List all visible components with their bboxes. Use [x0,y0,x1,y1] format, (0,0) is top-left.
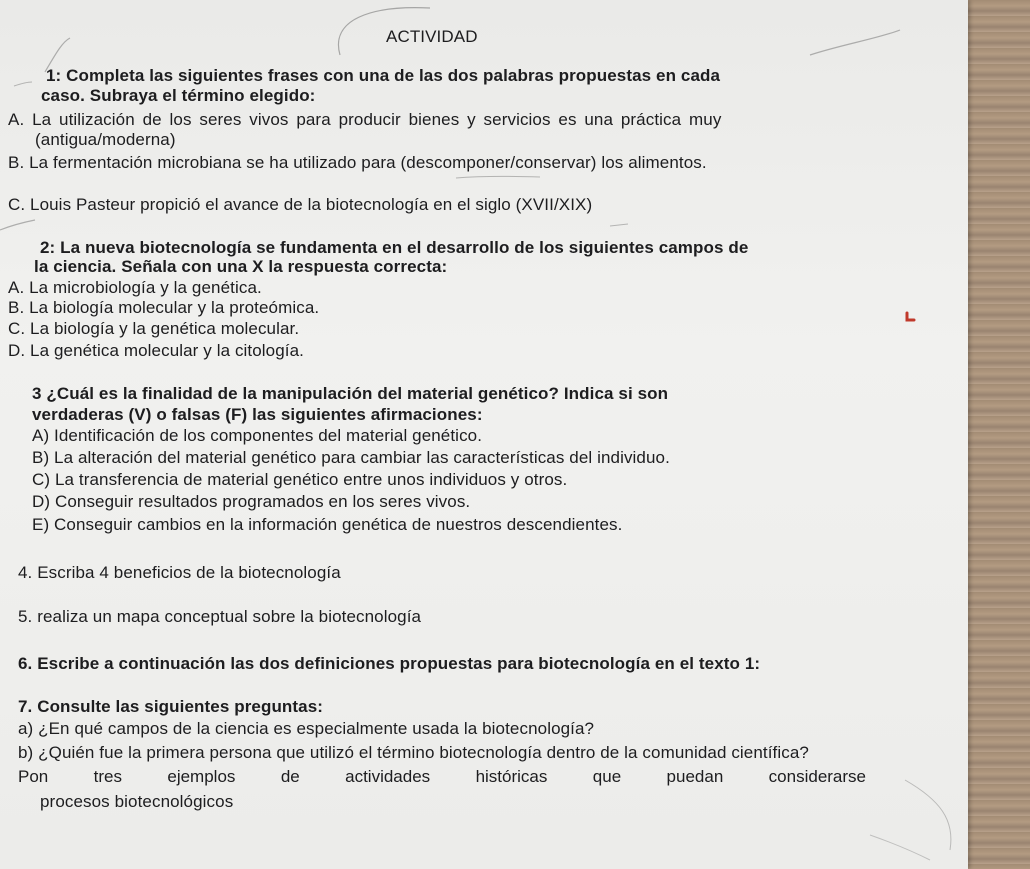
q7-word: puedan [666,767,724,786]
q7-heading: 7. Consulte las siguientes preguntas: [18,697,324,716]
q7-word: actividades [345,767,431,786]
q3-heading-line1: 3 ¿Cuál es la finalidad de la manipulación del material genético? Indica si son [32,384,669,403]
q7-word: ejemplos [167,767,236,786]
q7-word: considerarse [768,767,866,786]
q2-option-d: D. La genética molecular y la citología. [8,341,304,360]
q3-option-d: D) Conseguir resultados programados en los seres vivos. [32,492,471,511]
q1-heading-line1: 1: Completa las siguientes frases con una de las dos palabras propuestas en cada [46,66,721,85]
q7-item-a: a) ¿En qué campos de la ciencia es especialmente usada la biotecnología? [18,719,595,738]
q1-item-b: B. La fermentación microbiana se ha utilizado para (descomponer/conservar) los alimentos. [8,153,707,172]
q7-item-b: b) ¿Quién fue la primera persona que utilizó el término biotecnología dentro de la comunidad científica? [18,743,809,762]
q7-item-c-line1 [18,767,866,787]
q2-option-b: B. La biología molecular y la proteómica. [8,298,320,317]
q2-heading-line1: 2: La nueva biotecnología se fundamenta en el desarrollo de los siguientes campos de [40,238,749,257]
q7-word: de [280,767,300,786]
q2-option-c: C. La biología y la genética molecular. [8,319,300,338]
q7-word: que [592,767,622,786]
q7-item-c-line2: procesos biotecnológicos [40,792,234,811]
q3-option-e: E) Conseguir cambios en la información genética de nuestros descendientes. [32,515,623,534]
q2-heading-line2: la ciencia. Señala con una X la respuesta correcta: [34,257,448,276]
q3-option-a: A) Identificación de los componentes del material genético. [32,426,483,445]
q1-item-a-line1: A. La utilización de los seres vivos para producir bienes y servicios es una práctica muy [8,110,722,129]
q3-option-c: C) La transferencia de material genético entre unos individuos y otros. [32,470,568,489]
worksheet-title: ACTIVIDAD [386,27,478,46]
q3-heading-line2: verdaderas (V) o falsas (F) las siguientes afirmaciones: [32,405,483,424]
q7-word: Pon [18,767,49,786]
red-mark-icon [904,310,918,324]
q7-word: históricas [475,767,548,786]
q6-prompt: 6. Escribe a continuación las dos definiciones propuestas para biotecnología en el texto 1: [18,654,761,673]
q4-prompt: 4. Escriba 4 beneficios de la biotecnología [18,563,341,582]
q1-item-c: C. Louis Pasteur propició el avance de la biotecnología en el siglo (XVII/XIX) [8,195,593,214]
q5-prompt: 5. realiza un mapa conceptual sobre la biotecnología [18,607,422,626]
wooden-background [960,0,1030,869]
q1-heading-line2: caso. Subraya el término elegido: [41,86,316,105]
q2-option-a: A. La microbiología y la genética. [8,278,262,297]
q1-item-a-options: (antigua/moderna) [35,130,176,149]
q7-word: tres [93,767,122,786]
q3-option-b: B) La alteración del material genético para cambiar las características del individuo. [32,448,670,467]
